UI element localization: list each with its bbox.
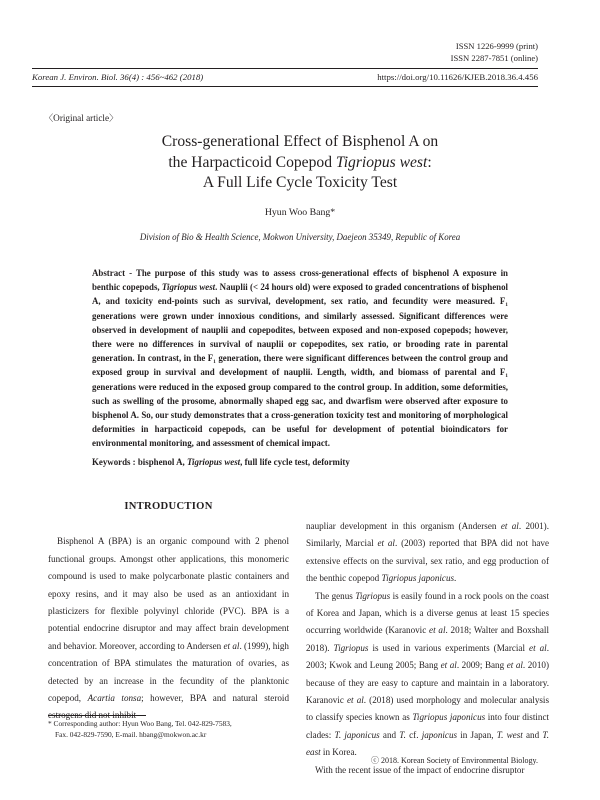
doi-link[interactable]: https://doi.org/10.11626/KJEB.2018.36.4.456 xyxy=(377,72,538,82)
issn-print: ISSN 1226-9999 (print) xyxy=(455,41,538,51)
article-title xyxy=(40,132,560,194)
section-heading-introduction: INTRODUCTION xyxy=(124,501,213,512)
author-name: Hyun Woo Bang* xyxy=(264,207,336,218)
journal-citation: Korean J. Environ. Biol. 36(4) : 456~462 (2018) xyxy=(32,72,204,82)
issn-online: ISSN 2287-7851 (online) xyxy=(450,53,538,63)
body-paragraph: naupliar development in this organism (Andersen et al. 2001). Similarly, Marcial et al. (2003) reported that BPA did not have extensive effects on the survival, sex ratio, and egg production of the benthic copepod Tigriopus japonicus. xyxy=(306,521,550,584)
title-line-2: the Harpacticoid Copepod Tigriopus west: xyxy=(168,153,432,171)
body-column-right xyxy=(306,518,549,779)
body-paragraph: The genus Tigriopus is easily found in a rock pools on the coast of Korea and Japan, which is a diverse genus at least 15 species occurring worldwide (Karanovic et al. 2018; Walter and Boxshall 2018). Tigriopus is used in various experiments (Marcial et al. 2003; Kwok and Leung 2005; Bang et al. 2009; Bang et al. 2010) because of they are easy to capture and maintain in a laboratory. Karanovic et al. (2018) used morphology and molecular analysis to classify species known as Tigriopus japonicus into four distinct clades: T. japonicus and T. cf. japonicus in Japan, T. west and T. east in Korea. xyxy=(306,590,550,758)
header-rule-top xyxy=(32,68,538,69)
footnote-line-2: Fax. 042-829-7590, E-mail. hbang@mokwon.ac.kr xyxy=(55,729,207,739)
header-rule-bottom xyxy=(32,86,538,87)
issn-block xyxy=(451,40,538,64)
abstract-label: Abstract xyxy=(92,268,126,278)
footnote-rule xyxy=(48,715,146,716)
article-type: 〈Original article〉 xyxy=(44,113,119,123)
keywords-label: Keywords : xyxy=(92,457,138,467)
footnote-line-1: * Corresponding author: Hyun Woo Bang, Tel. 042-829-7583, xyxy=(48,719,232,728)
keywords: Keywords : bisphenol A, Tigriopus west, full life cycle test, deformity xyxy=(92,457,350,467)
copyright-notice: ⓒ 2018. Korean Society of Environmental Biology. xyxy=(370,756,538,765)
corresponding-author-footnote xyxy=(48,719,293,740)
title-line-3: A Full Life Cycle Toxicity Test xyxy=(202,174,398,191)
body-paragraph: Bisphenol A (BPA) is an organic compound with 2 phenol functional groups. Amongst other applications, this monomeric compound is used to make polycarbonate plastic containers and epoxy resins, and it may also be used as an antioxidant in plasticizers for flexible polyvinyl chloride (PVC). BPA is a potential endocrine disruptor and may affect brain development and behavior. Moreover, according to Andersen et al. (1999), high concentration of BPA stimulates the maturation of ovaries, as detected by an increase in the fecundity of the planktonic copepod, Acartia tonsa; however, BPA and natural steroid estrogens did not inhibit xyxy=(48,536,289,721)
body-paragraph: With the recent issue of the impact of endocrine disruptor xyxy=(315,764,525,775)
author-affiliation: Division of Bio & Health Science, Mokwon University, Daejeon 35349, Republic of Korea xyxy=(139,232,461,242)
body-column-left xyxy=(48,492,289,725)
title-line-1: Cross-generational Effect of Bisphenol A on xyxy=(161,133,439,150)
abstract: Abstract - The purpose of this study was to assess cross-generational effects of bisphenol A exposure in benthic copepods, Tigriopus west. Nauplii (< 24 hours old) were exposed to graded concentrations of bisphenol A, and toxicity end-points such as survival, development, sex ratio, and fecundity were measured. F₁ generations were grown under innoxious conditions, and similarly assessed. Significant differences were observed in development of nauplii and copepodites, between exposed and non-exposed copepods; however, there were no differences in survival of nauplii or copepodites, sex ratio, or brooding rate in parental generation. In contrast, in the F₁ generation, there were significant differences between the control group and exposed group in survival and development of nauplii. Length, width, and biomass of parental and F₁ generations were reduced in the exposed group compared to the control group. In addition, some deformities, such as swelling of the prosome, abnormally shaped egg sac, and dwarfism were observed after exposure to bisphenol A. So, our study demonstrates that a cross-generation toxicity test and monitoring of morphological deformities in harpacticoid copepods, can be useful for development of potential bioindicators for environmental monitoring, and assessment of chemical impact. xyxy=(92,268,508,449)
